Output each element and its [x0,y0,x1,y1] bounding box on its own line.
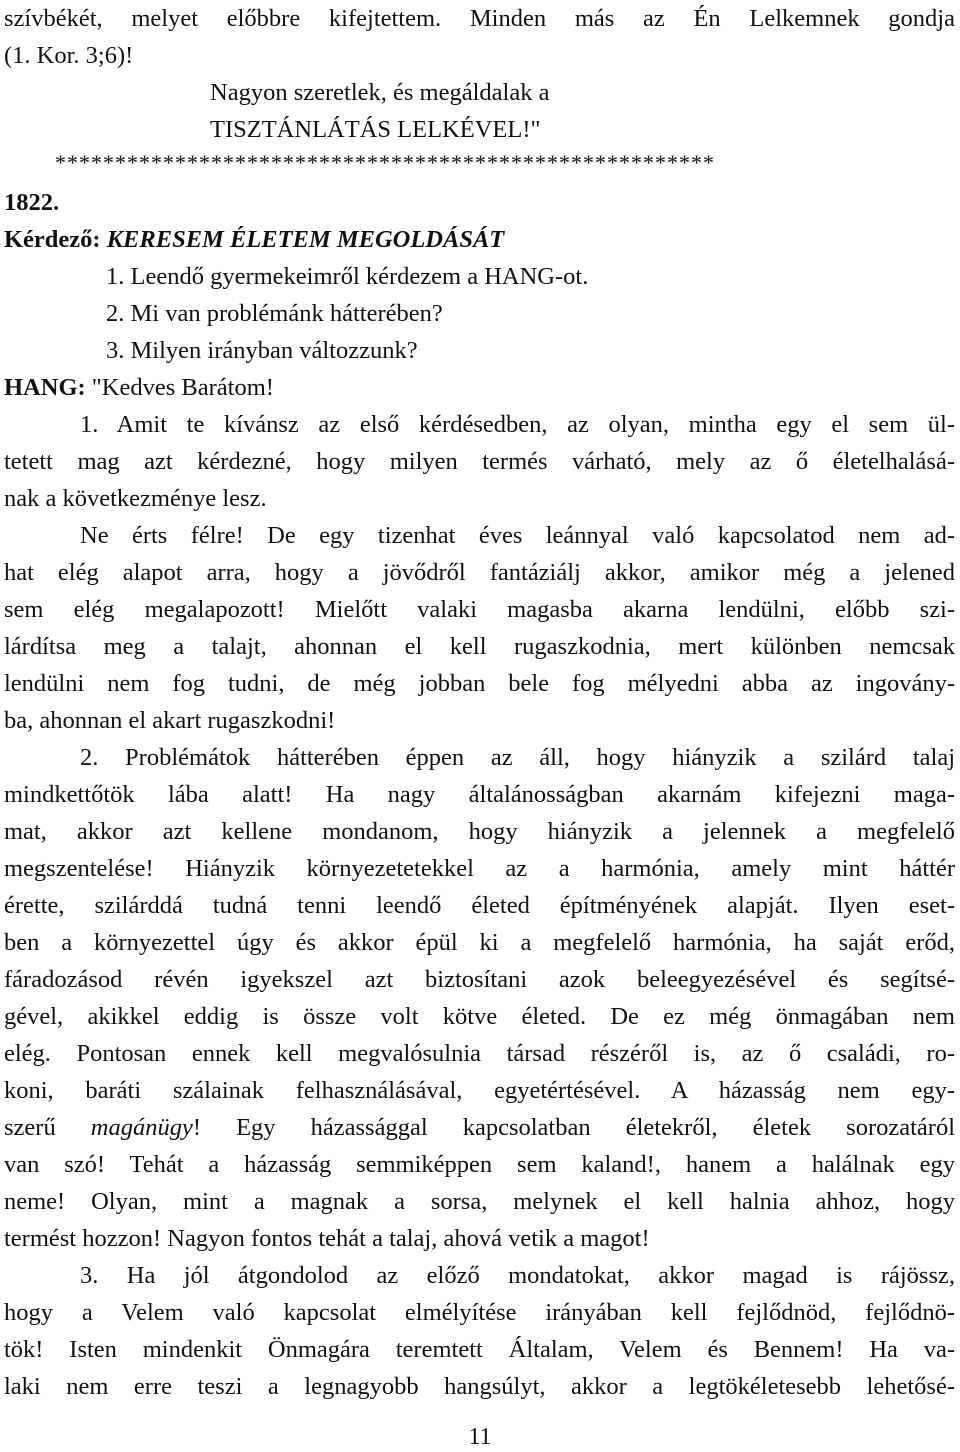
closing-line: Nagyon szeretlek, és megáldalak a [210,79,550,106]
text-line: nak a következménye lesz. [4,485,267,512]
greeting: "Kedves Barátom! [85,374,274,401]
text-line: termést hozzon! Nagyon fontos tehát a talaj, ahová vetik a magot! [4,1225,650,1252]
question-title: KERESEM ÉLETEM MEGOLDÁSÁT [106,226,505,253]
answer-heading [4,371,955,405]
text-line: lárdítsa meg a talajt, ahonnan el kell rugaszkodnia, mert különben nemcsak [4,633,955,660]
text-line: hat elég alapot arra, hogy a jövődről fantáziálj akkor, amikor még a jelened [4,559,955,586]
text-line: ben a környezettel úgy és akkor épül ki a megfelelő harmónia, ha saját erőd, [4,929,955,956]
questioner-label: Kérdező: [4,226,101,253]
text-segment: ! Egy házassággal kapcsolatban életekről, életek sorozatáról [192,1114,955,1141]
text-line: Ne érts félre! De egy tizenhat éves leánnyal való kapcsolatod nem ad- [80,522,955,549]
text-line: tetett mag azt kérdezné, hogy milyen termés várható, mely az ő életelhalásá- [4,448,955,475]
separator-stars: ******************************************************* [55,150,715,175]
text-line: koni, baráti szálainak felhasználásával, egyetértésével. A házasság nem egy- [4,1077,955,1104]
text-line: laki nem erre teszi a legnagyobb hangsúlyt, akkor a legtökéletesebb lehetősé- [4,1373,955,1400]
text-line: mat, akkor azt kellene mondanom, hogy hiányzik a jelennek a megfelelő [4,818,955,845]
text-line: 2. Problémátok hátterében éppen az áll, hogy hiányzik a szilárd talaj [80,744,955,771]
questioner-line [4,223,955,257]
page-number: 11 [468,1424,492,1450]
question-item: 1. Leendő gyermekeimről kérdezem a HANG-ot. [106,263,589,290]
text-line: ba, ahonnan el akart rugaszkodni! [4,707,336,734]
text-line: van szó! Tehát a házasság semmiképpen sem kaland!, hanem a halálnak egy [4,1151,955,1178]
text-line: elég. Pontosan ennek kell megvalósulnia társad részéről is, az ő családi, ro- [4,1040,955,1067]
text-line: érette, szilárddá tudná tenni leendő életed építményének alapját. Ilyen eset- [4,892,955,919]
text-line: szívbékét, melyet előbbre kifejtettem. Minden más az Én Lelkemnek gondja [4,5,955,32]
text-line: hogy a Velem való kapcsolat elmélyítése irányában kell fejlődnöd, fejlődnö- [4,1299,955,1326]
question-item: 2. Mi van problémánk hátterében? [106,300,443,327]
text-line: neme! Olyan, mint a magnak a sorsa, melynek el kell halnia ahhoz, hogy [4,1188,955,1215]
text-line: tök! Isten mindenkit Önmagára teremtett Általam, Velem és Bennem! Ha va- [4,1336,955,1363]
emphasis: magánügy [90,1114,193,1141]
text-line: 3. Ha jól átgondolod az előző mondatokat, akkor magad is rájössz, [80,1262,955,1289]
text-line: fáradozásod révén igyekszel azt biztosítani azok beleegyezésével és segítsé- [4,966,955,993]
text-line [4,1111,955,1145]
text-line: lendülni nem fog tudni, de még jobban bele fog mélyedni abba az ingovány- [4,670,955,697]
text-line: gével, akikkel eddig is össze volt kötve életed. De ez még önmagában nem [4,1003,955,1030]
text-line: megszentelése! Hiányzik környezetetekkel az a harmónia, amely mint háttér [4,855,955,882]
voice-label: HANG: [4,374,86,401]
text-line: 1. Amit te kívánsz az első kérdésedben, az olyan, mintha egy el sem ül- [80,411,955,438]
text-line: (1. Kor. 3;6)! [4,42,134,69]
message-number: 1822. [4,189,60,216]
closing-line: TISZTÁNLÁTÁS LELKÉVEL!" [210,116,541,143]
text-segment: szerű [4,1114,91,1141]
question-item: 3. Milyen irányban változzunk? [106,337,418,364]
text-line: sem elég megalapozott! Mielőtt valaki magasba akarna lendülni, előbb szi- [4,596,955,623]
text-line: mindkettőtök lába alatt! Ha nagy általánosságban akarnám kifejezni maga- [4,781,955,808]
